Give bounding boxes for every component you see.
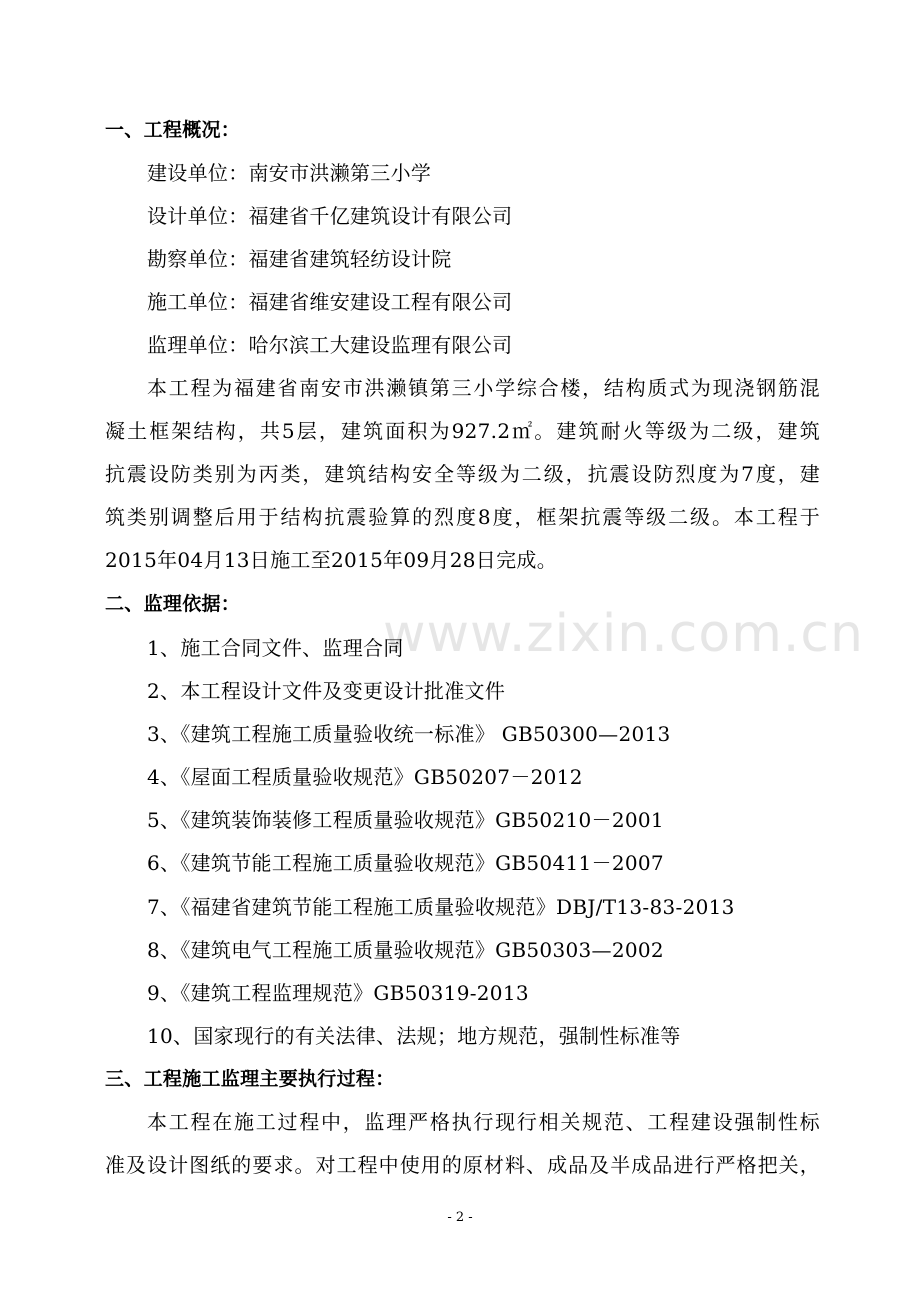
contractor-unit: 施工单位：福建省维安建设工程有限公司 xyxy=(147,290,513,314)
overview-paragraph-line: 抗震设防类别为丙类，建筑结构安全等级为二级，抗震设防烈度为7度，建 xyxy=(105,462,820,486)
section-3-heading: 三、工程施工监理主要执行过程： xyxy=(105,1068,395,1090)
section-2-heading: 二、监理依据： xyxy=(105,593,241,615)
design-unit: 设计单位：福建省千亿建筑设计有限公司 xyxy=(147,204,513,228)
basis-item: 5、《建筑装饰装修工程质量验收规范》GB50210－2001 xyxy=(147,808,664,832)
process-paragraph-line: 准及设计图纸的要求。对工程中使用的原材料、成品及半成品进行严格把关， xyxy=(105,1153,820,1177)
basis-item: 8、《建筑电气工程施工质量验收规范》GB50303—2002 xyxy=(147,938,664,962)
basis-item: 4、《屋面工程质量验收规范》GB50207－2012 xyxy=(147,765,583,789)
basis-item: 1、施工合同文件、监理合同 xyxy=(147,636,404,660)
process-paragraph-line: 本工程在施工过程中，监理严格执行现行相关规范、工程建设强制性标 xyxy=(147,1110,820,1134)
overview-paragraph-line: 筑类别调整后用于结构抗震验算的烈度8度，框架抗震等级二级。本工程于 xyxy=(105,505,820,529)
overview-paragraph-line: 凝土框架结构，共5层，建筑面积为927.2㎡。建筑耐火等级为二级，建筑 xyxy=(105,419,820,443)
basis-item: 10、国家现行的有关法律、法规；地方规范，强制性标准等 xyxy=(147,1024,681,1048)
basis-item: 6、《建筑节能工程施工质量验收规范》GB50411－2007 xyxy=(147,851,664,875)
survey-unit: 勘察单位：福建省建筑轻纺设计院 xyxy=(147,247,452,271)
overview-paragraph-line: 本工程为福建省南安市洪濑镇第三小学综合楼，结构质式为现浇钢筋混 xyxy=(147,376,820,400)
section-1-heading: 一、工程概况： xyxy=(105,119,241,141)
basis-item: 2、本工程设计文件及变更设计批准文件 xyxy=(147,679,506,703)
basis-item: 9、《建筑工程监理规范》GB50319-2013 xyxy=(147,981,529,1005)
watermark: www.zixin.com.cn xyxy=(383,604,864,664)
basis-item: 3、《建筑工程施工质量验收统一标准》 GB50300—2013 xyxy=(147,722,671,746)
basis-item: 7、《福建省建筑节能工程施工质量验收规范》DBJ/T13-83-2013 xyxy=(147,895,735,919)
overview-paragraph-line: 2015年04月13日施工至2015年09月28日完成。 xyxy=(105,548,557,572)
construction-unit: 建设单位：南安市洪濑第三小学 xyxy=(147,161,432,185)
page-number: - 2 - xyxy=(447,1210,473,1225)
supervision-unit: 监理单位：哈尔滨工大建设监理有限公司 xyxy=(147,333,513,357)
